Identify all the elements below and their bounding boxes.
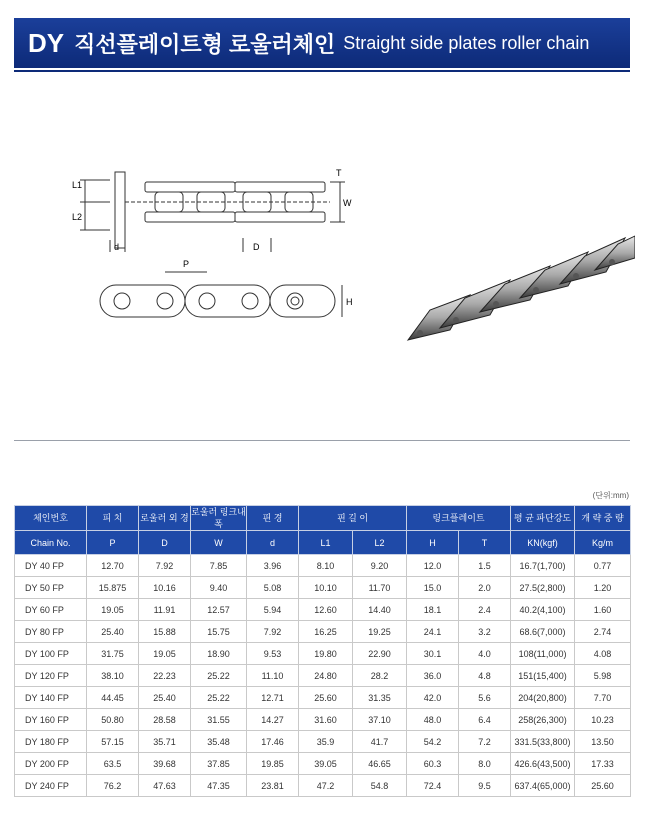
table-cell: 151(15,400) bbox=[511, 665, 575, 687]
label-p: P bbox=[183, 259, 190, 269]
chain-product-image bbox=[390, 200, 635, 360]
table-cell: 331.5(33,800) bbox=[511, 731, 575, 753]
table-cell: 18.1 bbox=[407, 599, 459, 621]
table-cell: 2.74 bbox=[575, 621, 631, 643]
table-cell: 25.40 bbox=[139, 687, 191, 709]
table-cell: 7.2 bbox=[459, 731, 511, 753]
table-cell: 24.1 bbox=[407, 621, 459, 643]
table-cell: 35.71 bbox=[139, 731, 191, 753]
table-cell: 25.22 bbox=[191, 687, 247, 709]
table-cell: 11.70 bbox=[353, 577, 407, 599]
table-cell: 2.0 bbox=[459, 577, 511, 599]
table-cell: 16.25 bbox=[299, 621, 353, 643]
table-cell: 0.77 bbox=[575, 555, 631, 577]
header-chain-no-en: Chain No. bbox=[15, 531, 87, 555]
table-row bbox=[15, 643, 631, 665]
table-cell: 31.75 bbox=[87, 643, 139, 665]
chain-number-cell: DY 40 FP bbox=[15, 555, 87, 577]
title-korean: 직선플레이트형 로울러체인 bbox=[74, 31, 336, 57]
table-cell: 54.8 bbox=[353, 775, 407, 797]
table-cell: 4.08 bbox=[575, 643, 631, 665]
table-cell: 108(11,000) bbox=[511, 643, 575, 665]
outer-pin-head-left bbox=[115, 172, 125, 248]
table-cell: 31.60 bbox=[299, 709, 353, 731]
table-cell: 25.40 bbox=[87, 621, 139, 643]
header-h: H bbox=[407, 531, 459, 555]
table-cell: 9.5 bbox=[459, 775, 511, 797]
table-cell: 14.27 bbox=[247, 709, 299, 731]
table-cell: 17.46 bbox=[247, 731, 299, 753]
table-cell: 12.0 bbox=[407, 555, 459, 577]
table-cell: 10.23 bbox=[575, 709, 631, 731]
table-cell: 9.20 bbox=[353, 555, 407, 577]
title-english: Straight side plates roller chain bbox=[343, 32, 590, 53]
table-cell: 14.40 bbox=[353, 599, 407, 621]
table-cell: 5.6 bbox=[459, 687, 511, 709]
table-cell: 54.2 bbox=[407, 731, 459, 753]
table-cell: 57.15 bbox=[87, 731, 139, 753]
header-pitch-ko: 피 치 bbox=[87, 506, 139, 531]
table-cell: 3.2 bbox=[459, 621, 511, 643]
table-cell: 13.50 bbox=[575, 731, 631, 753]
table-cell: 10.16 bbox=[139, 577, 191, 599]
spec-table bbox=[14, 505, 631, 797]
table-row bbox=[15, 775, 631, 797]
table-cell: 2.4 bbox=[459, 599, 511, 621]
table-cell: 15.0 bbox=[407, 577, 459, 599]
table-cell: 9.53 bbox=[247, 643, 299, 665]
table-cell: 24.80 bbox=[299, 665, 353, 687]
table-cell: 25.60 bbox=[299, 687, 353, 709]
chain-number-cell: DY 160 FP bbox=[15, 709, 87, 731]
label-w: W bbox=[343, 198, 352, 208]
table-cell: 25.22 bbox=[191, 665, 247, 687]
table-row bbox=[15, 709, 631, 731]
table-cell: 10.10 bbox=[299, 577, 353, 599]
header-strength-ko: 평 균 파단강도 bbox=[511, 506, 575, 531]
table-cell: 22.23 bbox=[139, 665, 191, 687]
table-cell: 12.60 bbox=[299, 599, 353, 621]
table-cell: 76.2 bbox=[87, 775, 139, 797]
header-chain-no-ko: 체인번호 bbox=[15, 506, 87, 531]
table-cell: 22.90 bbox=[353, 643, 407, 665]
table-cell: 18.90 bbox=[191, 643, 247, 665]
table-cell: 47.63 bbox=[139, 775, 191, 797]
header-link-plate-ko: 링크플레이트 bbox=[407, 506, 511, 531]
table-cell: 5.98 bbox=[575, 665, 631, 687]
table-cell: 7.70 bbox=[575, 687, 631, 709]
table-cell: 15.75 bbox=[191, 621, 247, 643]
table-cell: 12.57 bbox=[191, 599, 247, 621]
chain-number-cell: DY 180 FP bbox=[15, 731, 87, 753]
table-cell: 5.08 bbox=[247, 577, 299, 599]
table-cell: 19.25 bbox=[353, 621, 407, 643]
table-cell: 19.05 bbox=[139, 643, 191, 665]
label-h: H bbox=[346, 297, 353, 307]
chain-technical-drawing bbox=[60, 150, 360, 340]
table-cell: 426.6(43,500) bbox=[511, 753, 575, 775]
table-cell: 19.85 bbox=[247, 753, 299, 775]
table-cell: 37.10 bbox=[353, 709, 407, 731]
header-d-roller: D bbox=[139, 531, 191, 555]
table-cell: 15.875 bbox=[87, 577, 139, 599]
header-inner-width-ko: 로울러 링크내폭 bbox=[191, 507, 246, 529]
table-cell: 12.71 bbox=[247, 687, 299, 709]
table-row bbox=[15, 621, 631, 643]
label-d-large: D bbox=[253, 242, 260, 252]
brand-label: DY bbox=[28, 27, 65, 58]
table-cell: 25.60 bbox=[575, 775, 631, 797]
table-row bbox=[15, 599, 631, 621]
label-l1: L1 bbox=[72, 180, 83, 190]
label-l2: L2 bbox=[72, 212, 83, 222]
header-pin-dia-ko: 핀 경 bbox=[247, 506, 299, 531]
table-cell: 6.4 bbox=[459, 709, 511, 731]
table-cell: 60.3 bbox=[407, 753, 459, 775]
header-p: P bbox=[87, 531, 139, 555]
table-cell: 3.96 bbox=[247, 555, 299, 577]
table-cell: 19.05 bbox=[87, 599, 139, 621]
chain-number-cell: DY 200 FP bbox=[15, 753, 87, 775]
unit-note: (단위:mm) bbox=[592, 491, 629, 500]
table-row bbox=[15, 665, 631, 687]
table-cell: 12.70 bbox=[87, 555, 139, 577]
header-kn: KN(kgf) bbox=[511, 531, 575, 555]
chain-number-cell: DY 140 FP bbox=[15, 687, 87, 709]
table-cell: 31.55 bbox=[191, 709, 247, 731]
table-cell: 48.0 bbox=[407, 709, 459, 731]
table-cell: 39.05 bbox=[299, 753, 353, 775]
chain-number-cell: DY 240 FP bbox=[15, 775, 87, 797]
table-cell: 31.35 bbox=[353, 687, 407, 709]
title-banner bbox=[14, 18, 630, 68]
table-cell: 37.85 bbox=[191, 753, 247, 775]
table-row bbox=[15, 753, 631, 775]
table-cell: 8.10 bbox=[299, 555, 353, 577]
table-cell: 17.33 bbox=[575, 753, 631, 775]
table-cell: 258(26,300) bbox=[511, 709, 575, 731]
chain-number-cell: DY 80 FP bbox=[15, 621, 87, 643]
table-cell: 63.5 bbox=[87, 753, 139, 775]
label-t: T bbox=[336, 168, 342, 178]
label-d-small: d bbox=[114, 242, 120, 252]
header-w: W bbox=[191, 531, 247, 555]
table-cell: 637.4(65,000) bbox=[511, 775, 575, 797]
table-cell: 7.85 bbox=[191, 555, 247, 577]
table-cell: 19.80 bbox=[299, 643, 353, 665]
section-divider bbox=[14, 440, 630, 441]
table-cell: 11.10 bbox=[247, 665, 299, 687]
table-row bbox=[15, 687, 631, 709]
table-cell: 28.2 bbox=[353, 665, 407, 687]
header-weight-ko: 개 략 중 량 bbox=[575, 506, 631, 531]
table-cell: 4.0 bbox=[459, 643, 511, 665]
table-cell: 47.35 bbox=[191, 775, 247, 797]
header-d-pin: d bbox=[247, 531, 299, 555]
chain-number-cell: DY 60 FP bbox=[15, 599, 87, 621]
table-cell: 1.60 bbox=[575, 599, 631, 621]
header-l1: L1 bbox=[299, 531, 353, 555]
table-cell: 8.0 bbox=[459, 753, 511, 775]
header-kgm: Kg/m bbox=[575, 531, 631, 555]
header-t: T bbox=[459, 531, 511, 555]
table-cell: 68.6(7,000) bbox=[511, 621, 575, 643]
chain-number-cell: DY 100 FP bbox=[15, 643, 87, 665]
table-row bbox=[15, 555, 631, 577]
table-cell: 72.4 bbox=[407, 775, 459, 797]
chain-number-cell: DY 120 FP bbox=[15, 665, 87, 687]
table-cell: 36.0 bbox=[407, 665, 459, 687]
table-cell: 38.10 bbox=[87, 665, 139, 687]
table-cell: 41.7 bbox=[353, 731, 407, 753]
header-pin-length-ko: 핀 길 이 bbox=[299, 506, 407, 531]
table-cell: 30.1 bbox=[407, 643, 459, 665]
table-cell: 7.92 bbox=[139, 555, 191, 577]
table-cell: 44.45 bbox=[87, 687, 139, 709]
table-cell: 35.48 bbox=[191, 731, 247, 753]
table-cell: 7.92 bbox=[247, 621, 299, 643]
table-cell: 23.81 bbox=[247, 775, 299, 797]
table-cell: 16.7(1,700) bbox=[511, 555, 575, 577]
table-cell: 35.9 bbox=[299, 731, 353, 753]
table-cell: 39.68 bbox=[139, 753, 191, 775]
table-cell: 47.2 bbox=[299, 775, 353, 797]
table-cell: 1.5 bbox=[459, 555, 511, 577]
table-cell: 204(20,800) bbox=[511, 687, 575, 709]
table-row bbox=[15, 577, 631, 599]
table-cell: 9.40 bbox=[191, 577, 247, 599]
table-cell: 40.2(4,100) bbox=[511, 599, 575, 621]
table-cell: 4.8 bbox=[459, 665, 511, 687]
table-cell: 42.0 bbox=[407, 687, 459, 709]
table-cell: 27.5(2,800) bbox=[511, 577, 575, 599]
header-l2: L2 bbox=[353, 531, 407, 555]
table-cell: 15.88 bbox=[139, 621, 191, 643]
banner-underline bbox=[14, 70, 630, 72]
table-cell: 28.58 bbox=[139, 709, 191, 731]
table-cell: 5.94 bbox=[247, 599, 299, 621]
table-cell: 11.91 bbox=[139, 599, 191, 621]
table-row bbox=[15, 731, 631, 753]
header-roller-dia-ko: 로울러 외 경 bbox=[139, 506, 191, 531]
table-cell: 1.20 bbox=[575, 577, 631, 599]
table-cell: 50.80 bbox=[87, 709, 139, 731]
table-cell: 46.65 bbox=[353, 753, 407, 775]
chain-number-cell: DY 50 FP bbox=[15, 577, 87, 599]
